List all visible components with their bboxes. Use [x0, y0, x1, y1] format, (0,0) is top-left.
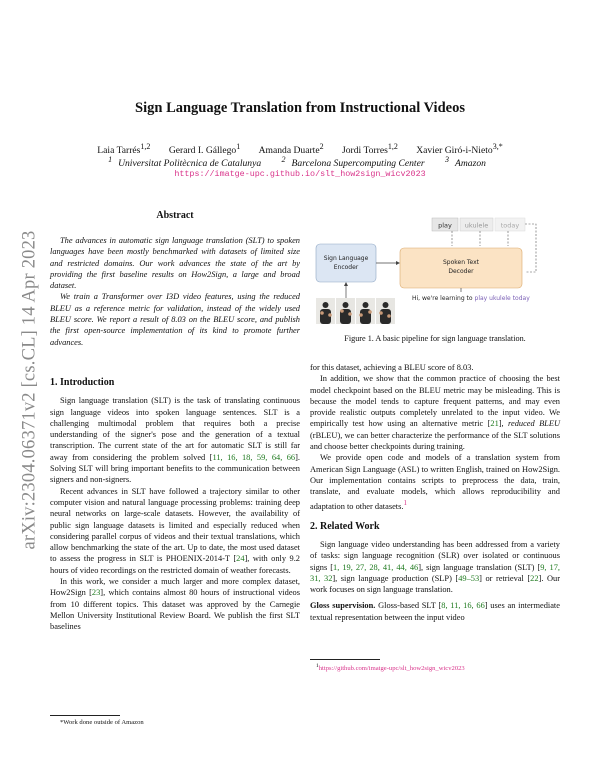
author: Laia Tarrés$^{1,2}$	[97, 142, 151, 157]
body-paragraph: Gloss supervision. Gloss-based SLT [8, 11, 16, 66] uses an intermediate textual representation between the input video	[310, 601, 560, 622]
citation-link[interactable]: 8, 11, 16, 66	[441, 601, 485, 611]
right-column-body	[310, 362, 560, 623]
footnote-url-link[interactable]: https://github.com/imatge-upc/slt_how2sign_wicv2023	[318, 665, 465, 673]
flow-arrowhead	[344, 282, 348, 286]
decoder-label: Spoken Text	[442, 259, 480, 266]
arxiv-identifier-text: arXiv:2304.06371v2 [cs.CL] 14 Apr 2023	[19, 230, 40, 550]
footnote-right: $^1$https://github.com/imatge-upc/slt_how2sign_wicv2023	[316, 663, 465, 673]
paper-title: Sign Language Translation from Instructional Videos	[135, 100, 465, 116]
citation-link[interactable]: 23	[91, 588, 101, 598]
body-paragraph: Sign language video understanding has been addressed from a variety of tasks: sign language recognition (SLR) over isolated or continuous signs [1, 19, 27, 28, 41, 44, 46], sign language translation (SLT) [9, 17, 31, 32], sign language production (SLP) [49–53] or retrieval [22]. Our work focuses on sign language translation.	[310, 539, 561, 595]
encoder-box	[316, 244, 376, 282]
encoder-label: Encoder	[333, 264, 359, 271]
body-paragraph: Recent advances in SLT have followed a trajectory similar to other computer vision and natural language processing problems: training deep neural networks on large-scale datasets. However, the availability of public sign language datasets is limited and especially reduced when considering parallel corpus of videos and their textual translations, which allow benchmarking the state of the art. Up to date, the most used dataset to assess the progress in SLT is PHOENIX-2014-T [24], with only 9.2 hours of video recordings on the restricted domain of weather forecasts.	[50, 486, 300, 575]
body-paragraph: for this dataset, achieving a BLEU score of 8.03.	[310, 363, 474, 372]
body-paragraph: In addition, we show that the common practice of choosing the best model checkpoint based on the BLEU metric may be misleading. This is because the model tends to capture frequent patterns, and may even provide realistic outputs completely unrelated to the input video. We empirically test how using an alternative metric [21], reduced BLEU (rBLEU), we can better characterize the performance of the SLT solutions and choose better checkpoints during training.	[310, 374, 561, 452]
affiliation: $^3$ Amazon	[445, 155, 486, 170]
body-paragraph: Sign language translation (SLT) is the task of translating continuous sign language videos into spoken language sentences. SLT is a challenging multimodal problem that requires both a precise understanding of the signer's pose and the generation of a textual transcription. The current state of the art for automatic SLT is still far away from considering the problem solved [11, 16, 18, 59, 64, 66]. Solving SLT will bring important benefits to the communication between signers and non-signers.	[50, 396, 300, 485]
output-token: today	[500, 221, 520, 230]
author: Xavier Giró-i-Nieto$^{3,*}$	[416, 142, 503, 157]
arxiv-identifier	[10, 190, 50, 590]
affiliations	[0, 153, 600, 170]
citation-link[interactable]: 11, 16, 18, 59, 64, 66	[212, 452, 296, 462]
body-paragraph: We provide open code and models of a translation system from American Sign Language (ASL) to written English, trained on How2Sign. Our implementation contains scripts to preprocess the data, train, translate, and evaluate models, which allows reproducibility and adaptation to other datasets.$^1$	[310, 453, 560, 511]
body-paragraph: In this work, we consider a much larger and more complex dataset, How2Sign [23], which contains almost 80 hours of instructional videos from 10 different topics. This dataset was approved by the Carnegie Mellon University Institutional Review Board. We publish the first SLT baselines	[50, 577, 300, 632]
output-token: ukulele	[464, 221, 489, 230]
affiliation: $^1$ Universitat Politècnica de Catalunya	[108, 155, 262, 170]
feedback-arrow	[525, 224, 536, 272]
affiliation: $^2$ Barcelona Supercomputing Center	[281, 155, 425, 170]
project-url-link[interactable]: https://imatge-upc.github.io/slt_how2sign_wicv2023	[174, 169, 426, 179]
abstract-heading: Abstract	[156, 210, 194, 221]
pipeline-figure	[312, 212, 558, 328]
figure-caption: Figure 1. A basic pipeline for sign language translation.	[344, 334, 526, 343]
footnote-left: *Work done outside of Amazon	[60, 719, 144, 726]
introduction-section	[50, 377, 300, 633]
author: Jordi Torres$^{1,2}$	[342, 142, 398, 157]
footnote-rule	[50, 715, 120, 716]
author: Gerard I. Gállego$^1$	[168, 142, 241, 157]
decoder-label: Decoder	[448, 268, 474, 275]
author: Amanda Duarte$^2$	[258, 142, 324, 157]
citation-link[interactable]: 24	[236, 554, 245, 564]
video-frames	[316, 298, 395, 324]
output-sentence: Hi, we're learning to play ukulele today	[412, 295, 530, 302]
footnote-rule	[310, 659, 380, 660]
abstract-paragraph: We train a Transformer over I3D video features, using the reduced BLEU as a reference metric for validation, instead of the widely used BLEU score. We report a result of 8.03 on the BLEU score, and publish the first open-source implementation of its kind to promote further advances.	[50, 292, 300, 347]
citation-link[interactable]: 22	[530, 573, 539, 583]
abstract-body	[50, 235, 300, 348]
section-heading: 1. Introduction	[50, 377, 115, 388]
footnote-marker[interactable]: 1	[403, 498, 407, 507]
citation-link[interactable]: 9, 17, 31, 32	[310, 562, 561, 583]
citation-link[interactable]: 21	[490, 419, 499, 429]
citation-link[interactable]: 49–53	[458, 573, 480, 583]
encoder-label: Sign Language	[323, 255, 369, 262]
abstract-paragraph: The advances in automatic sign language translation (SLT) to spoken languages have been mostly benchmarked with datasets of limited size and restricted domains. Our work advances the state of the art by providing the first baseline results on How2Sign, a large and broad dataset.	[50, 236, 300, 291]
output-token: play	[438, 221, 452, 230]
section-heading: 2. Related Work	[310, 520, 380, 532]
flow-arrowhead	[396, 261, 400, 265]
citation-link[interactable]: 1, 19, 27, 28, 41, 44, 46	[333, 562, 419, 572]
